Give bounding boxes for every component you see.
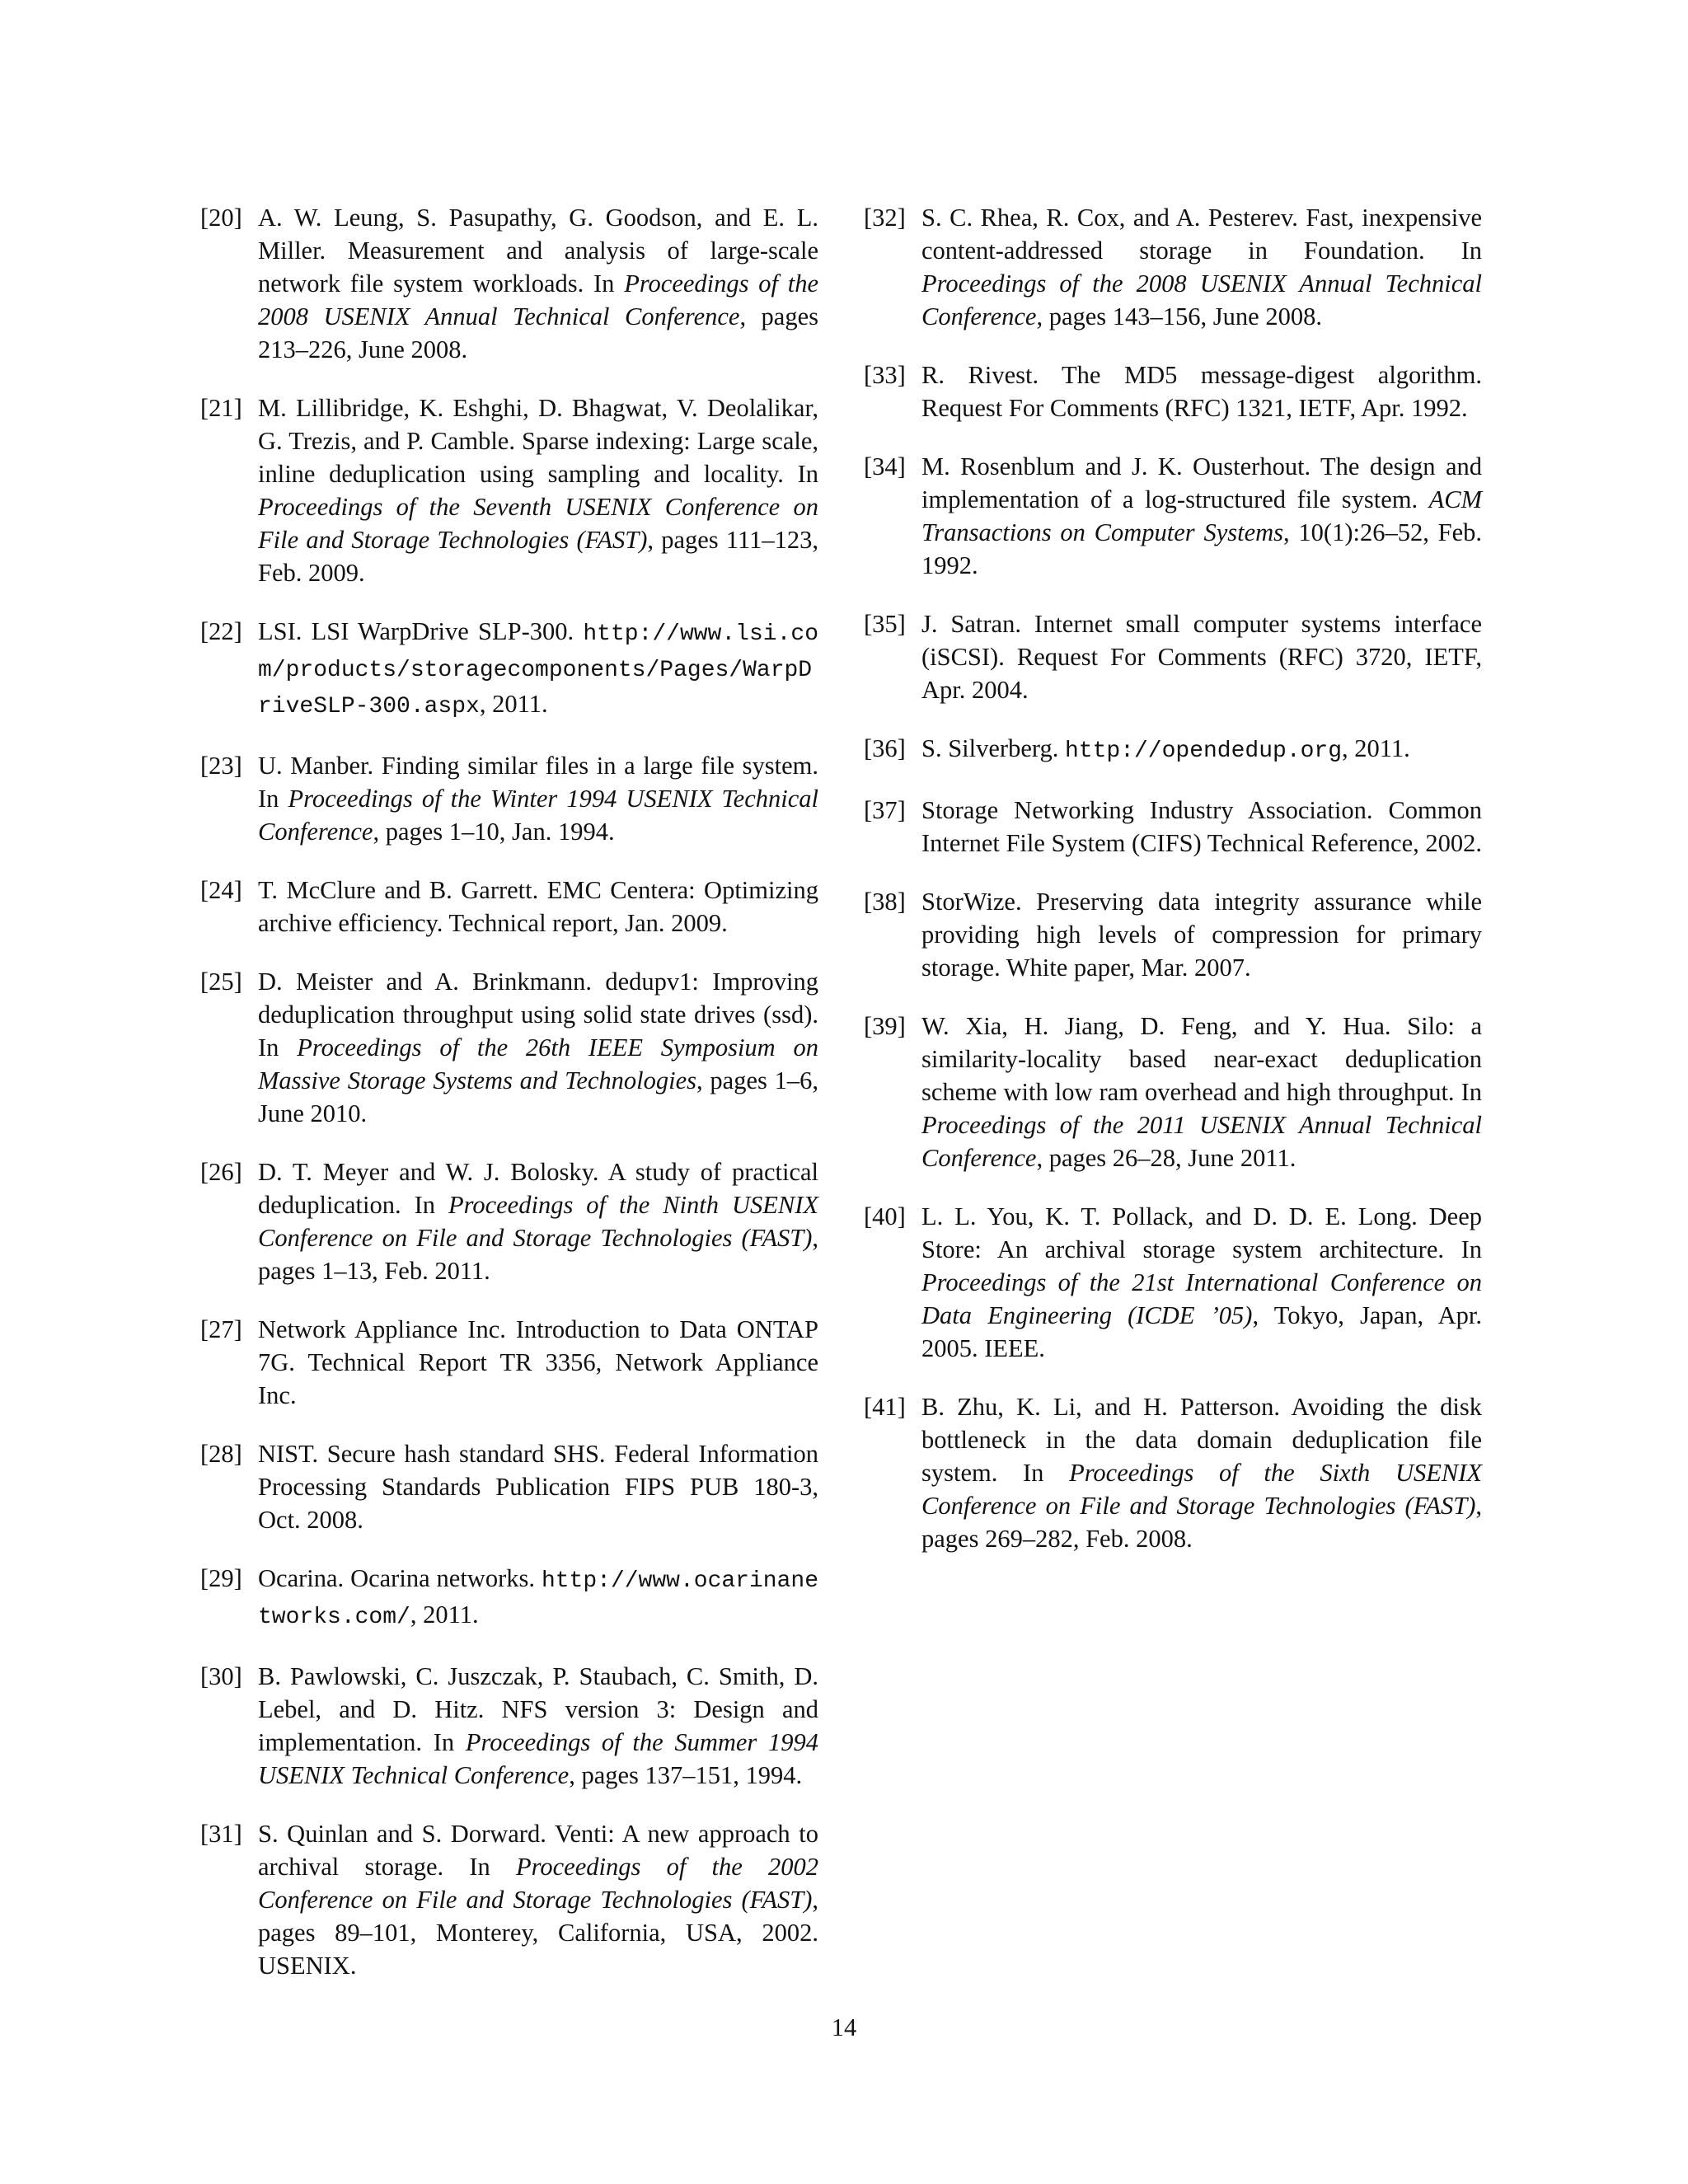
reference-number: [20] xyxy=(200,204,242,232)
reference-segment: , pages 269–282, Feb. 2008. xyxy=(921,1492,1482,1553)
reference-venue: Proceedings of the Winter 1994 USENIX Technical Conference xyxy=(258,785,818,846)
reference-text xyxy=(921,888,1482,982)
reference-segment: Network Appliance Inc. Introduction to Data ONTAP 7G. Technical Report TR 3356, Network Appliance Inc. xyxy=(258,1315,818,1409)
reference-text xyxy=(258,1315,818,1409)
reference-number: [41] xyxy=(864,1393,906,1421)
reference-entry xyxy=(864,1010,1482,1174)
reference-segment: NIST. Secure hash standard SHS. Federal Information Processing Standards Publication FIPS PUB 180-3, Oct. 2008. xyxy=(258,1440,818,1534)
reference-text xyxy=(258,1440,818,1534)
reference-number: [37] xyxy=(864,796,906,824)
reference-segment: D. T. Meyer and W. J. Bolosky. A study of practical deduplication. In xyxy=(258,1158,818,1219)
reference-segment: , pages 111–123, Feb. 2009. xyxy=(258,526,818,587)
reference-venue: Proceedings of the Sixth USENIX Conference on File and Storage Technologies (FAST) xyxy=(921,1459,1482,1520)
reference-text xyxy=(921,1393,1482,1553)
reference-entry xyxy=(200,201,818,366)
reference-entry xyxy=(864,732,1482,768)
reference-segment: LSI. LSI WarpDrive SLP-300. xyxy=(258,617,584,645)
reference-column-left xyxy=(200,201,818,2008)
reference-number: [33] xyxy=(864,361,906,389)
reference-entry xyxy=(864,201,1482,333)
reference-text xyxy=(921,1012,1482,1172)
reference-number: [23] xyxy=(200,752,242,780)
reference-segment: W. Xia, H. Jiang, D. Feng, and Y. Hua. Silo: a similarity-locality based near-exact deduplication scheme with low ram overhead and high throughput. In xyxy=(921,1012,1482,1106)
reference-segment: , pages 1–13, Feb. 2011. xyxy=(258,1224,818,1285)
reference-venue: Proceedings of the 2002 Conference on File and Storage Technologies (FAST) xyxy=(258,1853,819,1914)
reference-text xyxy=(258,1820,818,1980)
reference-segment: , pages 1–10, Jan. 1994. xyxy=(373,818,615,846)
reference-segment: StorWize. Preserving data integrity assurance while providing high levels of compression for primary storage. White paper, Mar. 2007. xyxy=(921,888,1482,982)
reference-number: [32] xyxy=(864,204,906,232)
reference-entry xyxy=(200,1562,818,1634)
reference-segment: , 10(1):26–52, Feb. 1992. xyxy=(921,518,1482,579)
reference-number: [39] xyxy=(864,1012,906,1040)
reference-url: http://www.lsi.com/products/storagecomponents/Pages/WarpDriveSLP-300.aspx xyxy=(258,621,818,719)
reference-text xyxy=(921,1202,1482,1362)
reference-segment: S. Quinlan and S. Dorward. Venti: A new approach to archival storage. In xyxy=(258,1820,818,1881)
reference-segment: Storage Networking Industry Association. Common Internet File System (CIFS) Technical Reference, 2002. xyxy=(921,796,1482,857)
reference-text xyxy=(921,361,1482,422)
reference-entry xyxy=(200,391,818,589)
reference-segment: B. Pawlowski, C. Juszczak, P. Staubach, C. Smith, D. Lebel, and D. Hitz. NFS version 3: Design and implementation. In xyxy=(258,1662,818,1756)
reference-text xyxy=(921,452,1482,579)
page-number: 14 xyxy=(831,2013,857,2041)
reference-entry xyxy=(200,1817,818,1982)
reference-text xyxy=(258,752,818,846)
reference-segment: A. W. Leung, S. Pasupathy, G. Goodson, and E. L. Miller. Measurement and analysis of large-scale network file system workloads. In xyxy=(258,204,818,298)
reference-text xyxy=(921,734,1410,762)
reference-segment: T. McClure and B. Garrett. EMC Centera: Optimizing archive efficiency. Technical report, Jan. 2009. xyxy=(258,876,818,937)
reference-segment: , pages 26–28, June 2011. xyxy=(1036,1144,1296,1172)
reference-text xyxy=(258,1564,818,1629)
reference-segment: , pages 213–226, June 2008. xyxy=(258,302,818,363)
reference-entry xyxy=(200,1313,818,1412)
reference-venue: ACM Transactions on Computer Systems xyxy=(921,485,1482,546)
reference-number: [29] xyxy=(200,1564,242,1592)
reference-text xyxy=(258,204,818,363)
reference-number: [35] xyxy=(864,610,906,638)
reference-entry xyxy=(200,1437,818,1536)
reference-number: [25] xyxy=(200,968,242,996)
reference-segment: M. Lillibridge, K. Eshghi, D. Bhagwat, V. Deolalikar, G. Trezis, and P. Camble. Sparse indexing: Large scale, inline deduplication using sampling and locality. In xyxy=(258,394,818,488)
reference-text xyxy=(258,1662,818,1789)
reference-text xyxy=(921,796,1482,857)
reference-segment: , Tokyo, Japan, Apr. 2005. IEEE. xyxy=(921,1301,1482,1362)
reference-venue: Proceedings of the Seventh USENIX Conference on File and Storage Technologies (FAST) xyxy=(258,493,818,554)
reference-entry xyxy=(200,749,818,848)
reference-number: [36] xyxy=(864,734,906,762)
reference-segment: , pages 89–101, Monterey, California, USA, 2002. USENIX. xyxy=(258,1886,818,1980)
reference-venue: Proceedings of the 21st International Conference on Data Engineering (ICDE ’05) xyxy=(921,1268,1482,1329)
reference-number: [26] xyxy=(200,1158,242,1186)
reference-text xyxy=(258,617,818,718)
reference-number: [34] xyxy=(864,452,906,480)
reference-number: [30] xyxy=(200,1662,242,1690)
reference-segment: , pages 1–6, June 2010. xyxy=(258,1066,818,1127)
reference-url: http://www.ocarinanetworks.com/ xyxy=(258,1568,818,1630)
reference-entry xyxy=(864,359,1482,424)
reference-venue: Proceedings of the Summer 1994 USENIX Technical Conference xyxy=(258,1728,818,1789)
reference-number: [21] xyxy=(200,394,242,422)
reference-number: [22] xyxy=(200,617,242,645)
reference-number: [40] xyxy=(864,1202,906,1230)
reference-entry xyxy=(864,885,1482,984)
reference-segment: , 2011. xyxy=(410,1601,479,1629)
reference-number: [31] xyxy=(200,1820,242,1848)
reference-number: [24] xyxy=(200,876,242,904)
reference-text xyxy=(258,876,818,937)
reference-entry xyxy=(200,874,818,940)
reference-entry xyxy=(200,1155,818,1287)
reference-venue: Proceedings of the 2008 USENIX Annual Technical Conference xyxy=(258,269,819,330)
reference-text xyxy=(258,394,818,587)
reference-venue: Proceedings of the 2011 USENIX Annual Technical Conference xyxy=(921,1111,1482,1172)
reference-segment: L. L. You, K. T. Pollack, and D. D. E. Long. Deep Store: An archival storage system architecture. In xyxy=(921,1202,1482,1263)
reference-entry xyxy=(864,607,1482,706)
reference-entry xyxy=(864,450,1482,582)
reference-segment: U. Manber. Finding similar files in a large file system. In xyxy=(258,752,818,813)
reference-venue: Proceedings of the 26th IEEE Symposium on Massive Storage Systems and Technologies xyxy=(258,1033,818,1094)
reference-segment: B. Zhu, K. Li, and H. Patterson. Avoiding the disk bottleneck in the data domain deduplication file system. In xyxy=(921,1393,1482,1487)
reference-entry xyxy=(200,965,818,1130)
reference-entry xyxy=(864,794,1482,860)
reference-number: [28] xyxy=(200,1440,242,1468)
reference-segment: J. Satran. Internet small computer systems interface (iSCSI). Request For Comments (RFC) 3720, IETF, Apr. 2004. xyxy=(921,610,1482,704)
reference-entry xyxy=(200,1660,818,1792)
reference-text xyxy=(921,204,1482,330)
reference-segment: M. Rosenblum and J. K. Ousterhout. The design and implementation of a log-structured file system. xyxy=(921,452,1482,513)
reference-column-right xyxy=(864,201,1482,1581)
reference-entry xyxy=(200,615,818,724)
reference-number: [27] xyxy=(200,1315,242,1343)
reference-segment: , pages 137–151, 1994. xyxy=(569,1761,803,1789)
reference-segment: R. Rivest. The MD5 message-digest algorithm. Request For Comments (RFC) 1321, IETF, Apr. 1992. xyxy=(921,361,1482,422)
reference-segment: , 2011. xyxy=(479,690,548,718)
reference-entry xyxy=(864,1200,1482,1365)
reference-text xyxy=(258,1158,818,1285)
reference-text xyxy=(258,968,818,1127)
reference-segment: D. Meister and A. Brinkmann. dedupv1: Improving deduplication throughput using solid state drives (ssd). In xyxy=(258,968,818,1062)
reference-entry xyxy=(864,1390,1482,1555)
reference-url: http://opendedup.org xyxy=(1064,738,1343,764)
reference-segment: Ocarina. Ocarina networks. xyxy=(258,1564,542,1592)
reference-venue: Proceedings of the Ninth USENIX Conference on File and Storage Technologies (FAST) xyxy=(258,1191,818,1252)
reference-segment: , pages 143–156, June 2008. xyxy=(1036,302,1322,330)
reference-number: [38] xyxy=(864,888,906,916)
reference-text xyxy=(921,610,1482,704)
reference-segment: S. Silverberg. xyxy=(921,734,1065,762)
reference-segment: , 2011. xyxy=(1342,734,1410,762)
reference-venue: Proceedings of the 2008 USENIX Annual Technical Conference xyxy=(921,269,1482,330)
reference-segment: S. C. Rhea, R. Cox, and A. Pesterev. Fast, inexpensive content-addressed storage in Foundation. In xyxy=(921,204,1482,265)
